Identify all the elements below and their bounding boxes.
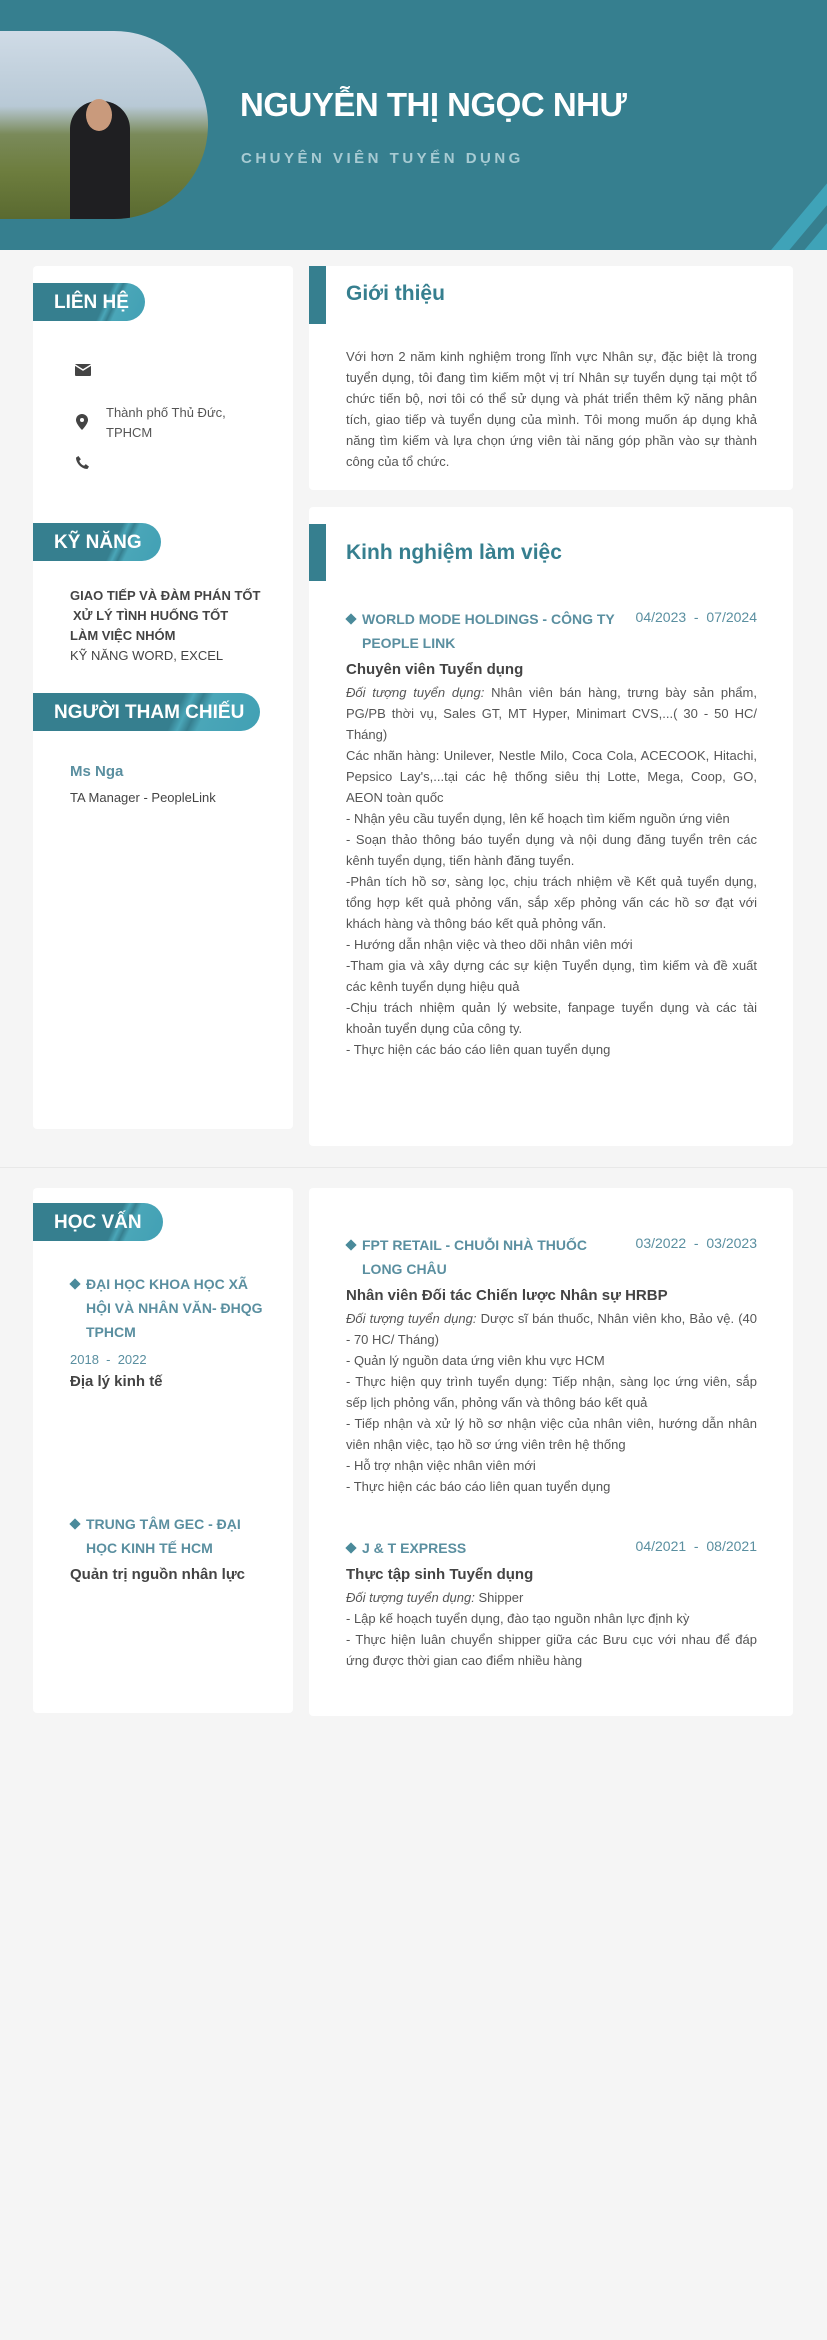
job-description: Đối tượng tuyển dụng: Shipper - Lập kế hoạch tuyển dụng, đào tạo nguồn nhân lực định kỳ - Thực hiện luân chuyển shipper giữa các Bưu cục với nhau để đáp ứng được thời gian cao điểm nhiều hàng [346,1590,757,1668]
education-card [33,1188,293,1713]
job-company: J & T EXPRESS [346,1536,626,1560]
major: Quản trị nguồn nhân lực [70,1566,246,1583]
intro-heading: Giới thiệu [346,282,445,305]
reference-position: TA Manager - PeopleLink [70,790,216,805]
job-company: FPT RETAIL - CHUỖI NHÀ THUỐC LONG CHÂU [346,1233,626,1281]
job-role: Nhân viên Đối tác Chiến lược Nhân sự HRBP [346,1287,668,1304]
job-description: Đối tượng tuyển dụng: Nhân viên bán hàng, trưng bày sản phẩm, PG/PB thời vụ, Sales GT, MT Hyper, Minimart CVS,...( 30 - 50 HC/ Tháng) Các nhãn hàng: Unilever, Nestle Milo, Coca Cola, ACECOOK, Hitachi, Pepsico Lay's,...tại các hệ thống siêu thị Lotte, Mega, Coop, GO, AEON toàn quốc - Nhận yêu cầu tuyển dụng, lên kế hoạch tìm kiếm nguồn ứng viên - Soạn thảo thông báo tuyển dụng và nội dung đăng tuyển trên các kênh tuyển dụng, tiến hành đăng tuyển. -Phân tích hồ sơ, sàng lọc, chịu trách nhiệm về Kết quả tuyển dụng, tổng hợp kết quả phỏng vấn, sắp xếp phỏng vấn các hồ sơ đạt với khách hàng và thông báo kết quả phỏng vấn. - Hướng dẫn nhận việc và theo dõi nhân viên mới -Tham gia và xây dựng các sự kiện Tuyển dụng, tìm kiếm và đề xuất các kênh tuyển dụng hiệu quả -Chịu trách nhiệm quản lý website, fanpage tuyển dụng và các tài khoản tuyển dụng của công ty. - Thực hiện các báo cáo liên quan tuyển dụng [346,685,757,1057]
education-entry [70,1512,290,1587]
skill-item: XỬ LÝ TÌNH HUỐNG TỐT [73,608,229,623]
skills-list [70,586,260,666]
major: Địa lý kinh tế [70,1373,163,1390]
education-heading: HỌC VẤN [33,1203,163,1241]
job-dates: 03/2022 - 03/2023 [635,1235,757,1251]
education-dates: 2018 - 2022 [70,1352,147,1367]
job-role: Chuyên viên Tuyển dụng [346,661,524,678]
school-name: TRUNG TÂM GEC - ĐẠI HỌC KINH TẾ HCM [70,1512,270,1560]
skill-item: LÀM VIỆC NHÓM [70,628,176,643]
job-dates: 04/2021 - 08/2021 [635,1538,757,1554]
job-description: Đối tượng tuyển dụng: Dược sĩ bán thuốc, Nhân viên kho, Bảo vệ. (40 - 70 HC/ Tháng) - Quản lý nguồn data ứng viên khu vực HCM - Thực hiện quy trình tuyển dụng: Tiếp nhận, sàng lọc ứng viên, sắp sếp lịch phỏng vấn, phỏng vấn và thông báo kết quả - Tiếp nhận và xử lý hồ sơ nhận việc của nhân viên, hướng dẫn nhân viên nhận việc, tạo hồ sơ ứng viên trên hệ thống - Hỗ trợ nhận việc nhân viên mới - Thực hiện các báo cáo liên quan tuyển dụng [346,1311,757,1494]
experience-heading: Kinh nghiệm làm việc [346,541,562,564]
page-divider [0,1167,827,1168]
address: Thành phố Thủ Đức, TPHCM [106,405,226,440]
intro-text: Với hơn 2 năm kinh nghiệm trong lĩnh vực Nhân sự, đặc biệt là trong tuyển dụng, tôi đang tìm kiếm một vị trí Nhân sự tuyển dụng tại một tổ chức tiến bộ, nơi tôi có thể sử dụng và phát triển thêm kỹ năng phân tích, giao tiếp và tuyển dụng của mình. Tôi mong muốn áp dụng khả năng tìm kiếm và lựa chọn ứng viên tài năng góp phần vào sự thành công của tổ chức. [346,349,757,469]
job-entry [346,1233,757,1497]
reference-name: Ms Nga [70,763,124,780]
job-role: Thực tập sinh Tuyển dụng [346,1566,534,1583]
section-bar [309,524,326,581]
education-entry [70,1272,290,1394]
job-entry [346,607,757,1060]
school-name: ĐẠI HỌC KHOA HỌC XÃ HỘI VÀ NHÂN VĂN- ĐHQG TPHCM [70,1272,270,1344]
profile-photo [0,31,208,219]
email-icon [75,363,91,377]
phone-icon [76,456,89,469]
header [0,0,827,250]
location-icon [76,414,88,430]
experience-card-continued [309,1188,793,1716]
candidate-name: NGUYỄN THỊ NGỌC NHƯ [240,86,627,123]
candidate-title: CHUYÊN VIÊN TUYỂN DỤNG [241,150,524,167]
skill-item: KỸ NĂNG WORD, EXCEL [70,648,224,663]
skills-heading: KỸ NĂNG [33,523,161,561]
job-company: WORLD MODE HOLDINGS - CÔNG TY PEOPLE LINK [346,607,626,655]
job-entry [346,1536,757,1671]
contact-heading: LIÊN HỆ [33,283,145,321]
sidebar-card [33,266,293,1129]
intro-card [309,266,793,490]
section-bar [309,266,326,324]
skill-item: GIAO TIẾP VÀ ĐÀM PHÁN TỐT [70,588,261,603]
experience-card [309,507,793,1146]
job-dates: 04/2023 - 07/2024 [635,609,757,625]
decor-stripe [727,149,827,250]
references-heading: NGƯỜI THAM CHIẾU [33,693,260,731]
